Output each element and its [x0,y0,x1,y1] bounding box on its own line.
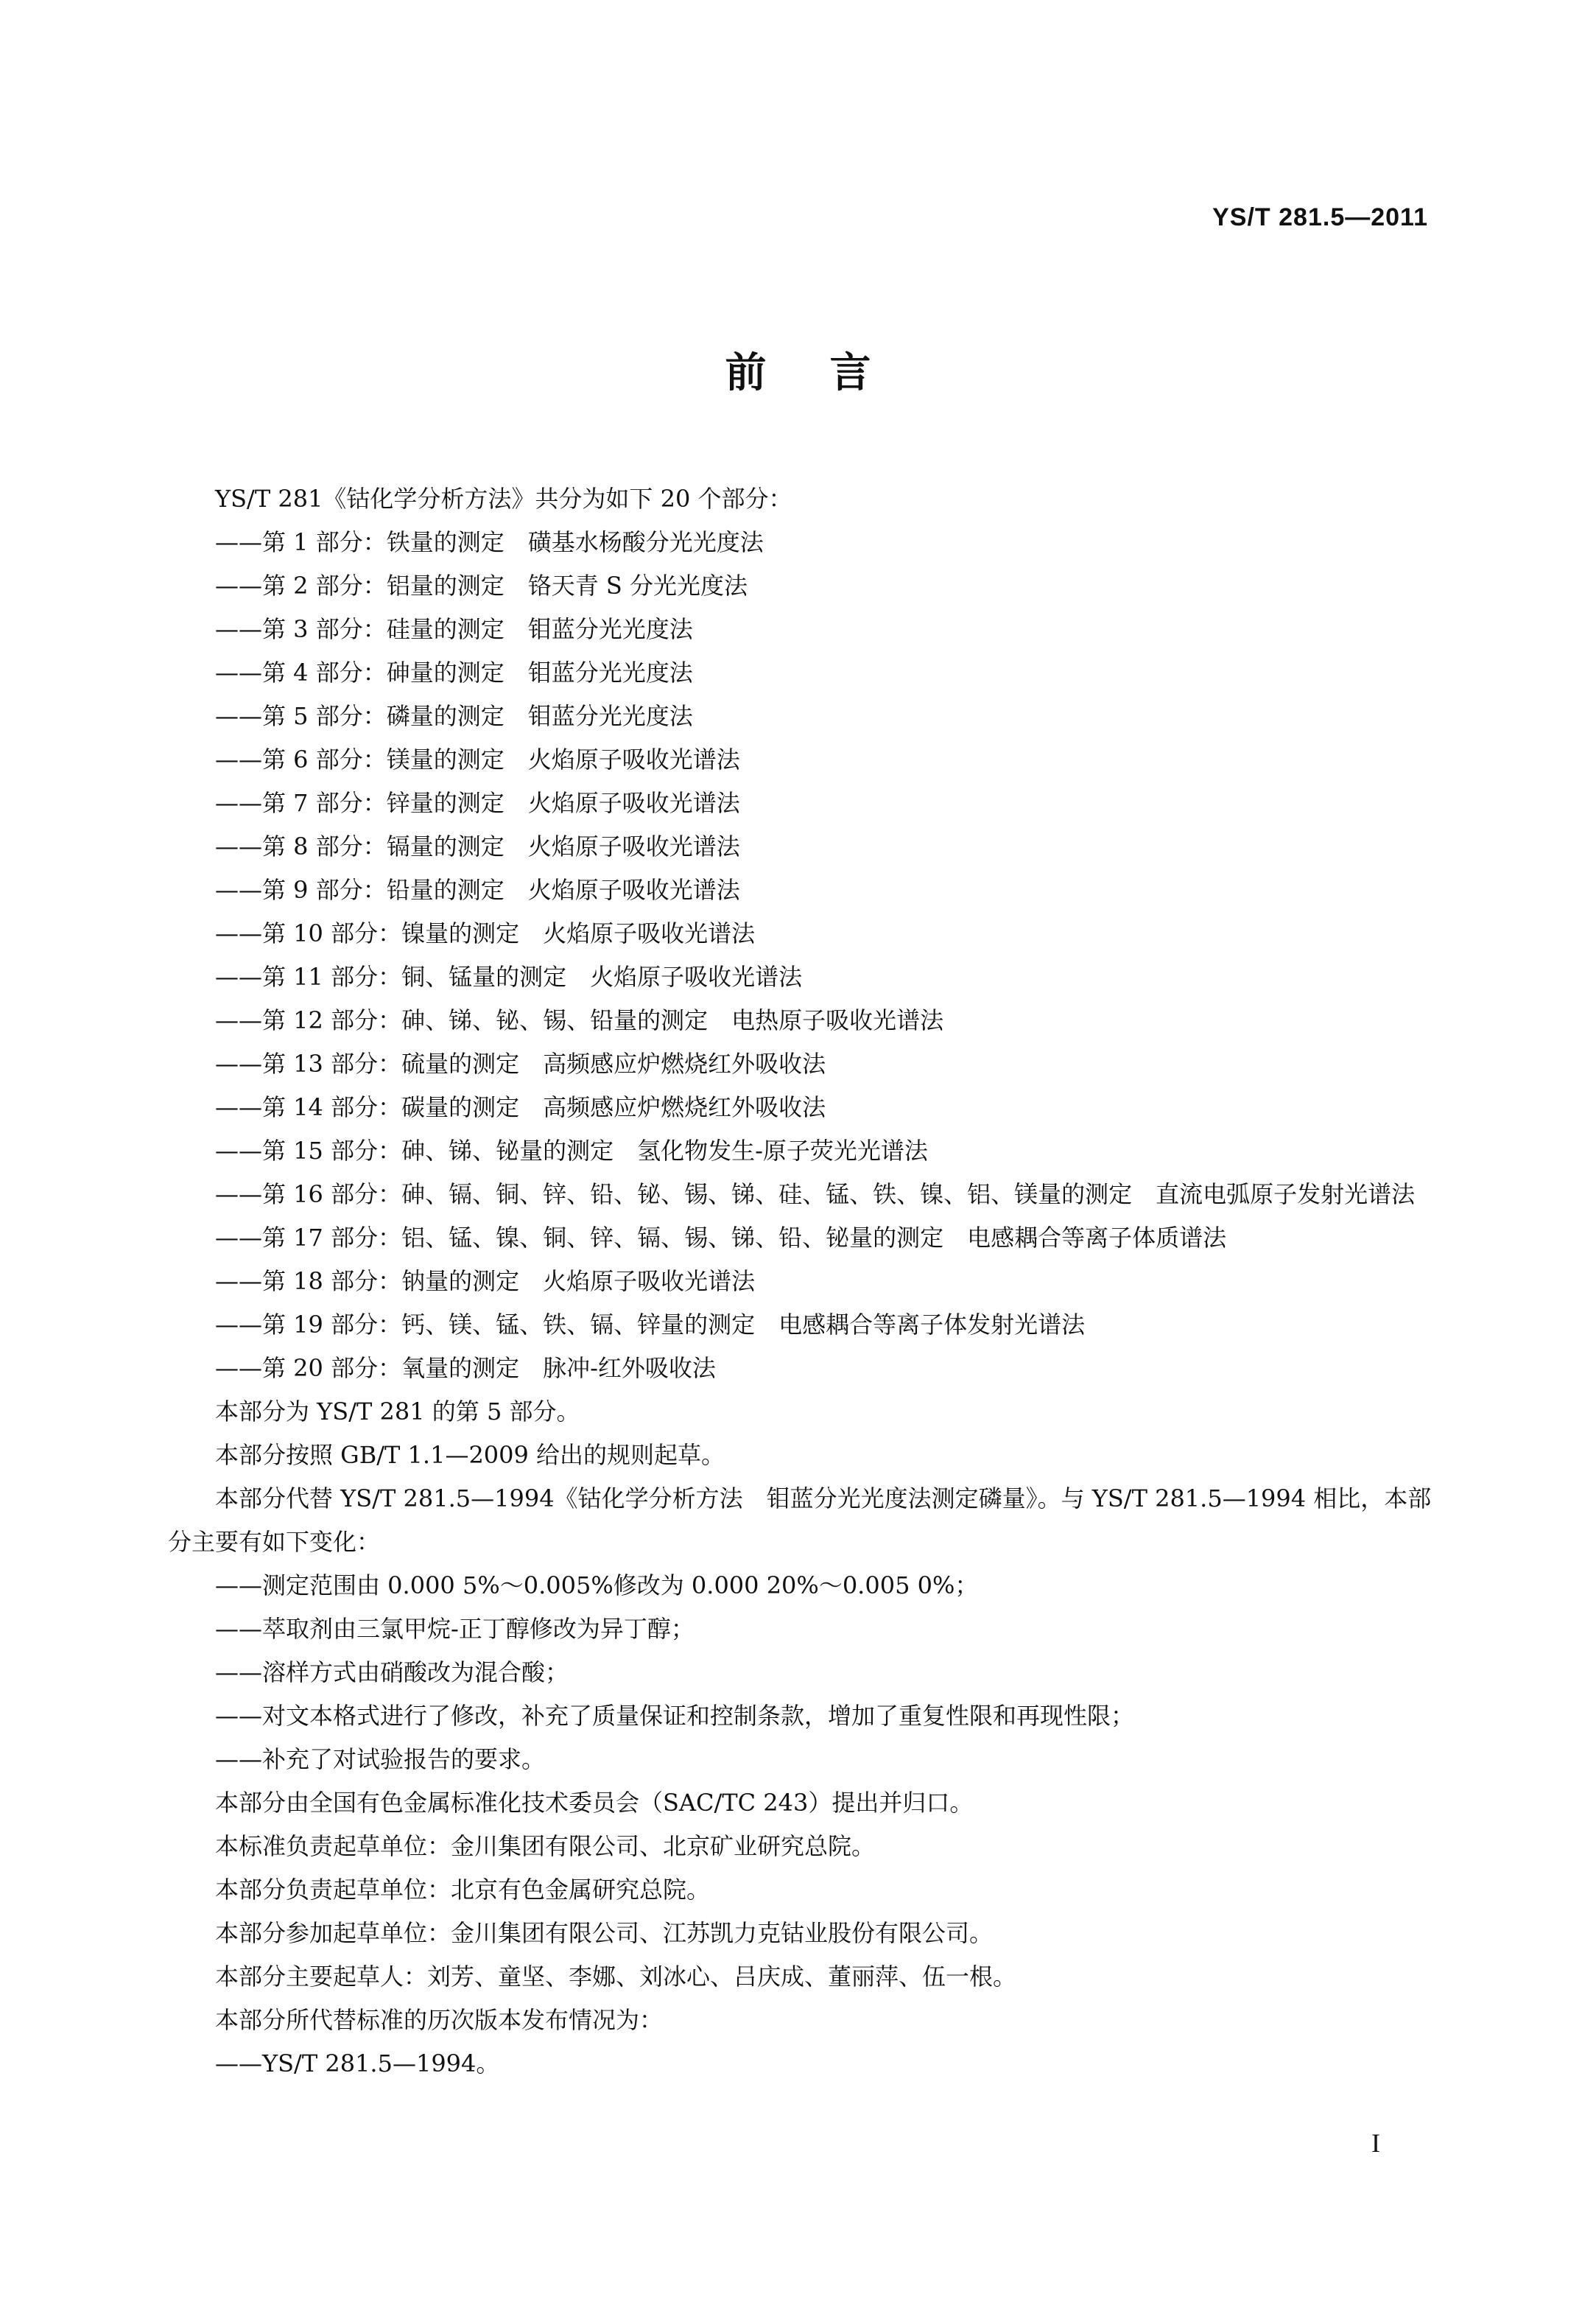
parts-list [168,521,1435,1390]
standard-number: YS/T 281.5—2011 [1212,203,1428,231]
part-item: ——第 2 部分：铝量的测定 铬天青 S 分光光度法 [215,572,748,600]
change-item: ——测定范围由 0.000 5%～0.005%修改为 0.000 20%～0.005 0%； [215,1571,979,1599]
drafters-paragraph: 本部分主要起草人：刘芳、童坚、李娜、刘冰心、吕庆成、董丽萍、伍一根。 [215,1963,1017,1991]
change-item: ——补充了对试验报告的要求。 [215,1745,546,1773]
part-item: ——第 8 部分：镉量的测定 火焰原子吸收光谱法 [215,832,740,860]
part-item: ——第 12 部分：砷、锑、铋、锡、铅量的测定 电热原子吸收光谱法 [215,1006,944,1034]
proposed-by-paragraph: 本部分由全国有色金属标准化技术委员会（SAC/TC 243）提出并归口。 [215,1789,974,1817]
part-item: ——第 17 部分：铝、锰、镍、铜、锌、镉、锡、锑、铅、铋量的测定 电感耦合等离子体质谱法 [215,1224,1227,1252]
part-item: ——第 1 部分：铁量的测定 磺基水杨酸分光光度法 [215,528,764,556]
this-part-paragraph: 本部分为 YS/T 281 的第 5 部分。 [215,1398,580,1425]
participating-units-paragraph: 本部分参加起草单位：金川集团有限公司、江苏凯力克钴业股份有限公司。 [215,1919,994,1947]
part-item: ——第 3 部分：硅量的测定 钼蓝分光光度法 [215,615,693,643]
change-item: ——溶样方式由硝酸改为混合酸； [215,1658,569,1686]
part-item: ——第 13 部分：硫量的测定 高频感应炉燃烧红外吸收法 [215,1050,826,1078]
part-item: ——第 5 部分：磷量的测定 钼蓝分光光度法 [215,702,693,730]
part-item: ——第 16 部分：砷、镉、铜、锌、铅、铋、锡、锑、硅、锰、铁、镍、铝、镁量的测定 直流电弧原子发射光谱法 [215,1180,1416,1208]
part-item: ——第 14 部分：碳量的测定 高频感应炉燃烧红外吸收法 [215,1093,826,1121]
replaces-paragraph: 本部分代替 YS/T 281.5—1994《钴化学分析方法 钼蓝分光光度法测定磷量》。与 YS/T 281.5—1994 相比，本部分主要有如下变化： [168,1484,1432,1556]
page-title: 前言 [725,349,935,397]
part-item: ——第 9 部分：铅量的测定 火焰原子吸收光谱法 [215,876,740,904]
change-item: ——对文本格式进行了修改，补充了质量保证和控制条款，增加了重复性限和再现性限； [215,1702,1135,1730]
history-intro-paragraph: 本部分所代替标准的历次版本发布情况为： [215,2006,664,2034]
history-item: ——YS/T 281.5—1994。 [215,2049,500,2077]
intro-paragraph: YS/T 281《钴化学分析方法》共分为如下 20 个部分： [215,485,792,513]
part-item: ——第 7 部分：锌量的测定 火焰原子吸收光谱法 [215,789,740,817]
drafting-rule-paragraph: 本部分按照 GB/T 1.1—2009 给出的规则起草。 [215,1441,725,1469]
foreword-body [168,477,1435,2086]
change-item: ——萃取剂由三氯甲烷-正丁醇修改为异丁醇； [215,1615,695,1643]
changes-list [168,1564,1435,1781]
page-number: I [1371,2128,1380,2158]
standard-drafting-units-paragraph: 本标准负责起草单位：金川集团有限公司、北京矿业研究总院。 [215,1832,876,1860]
part-drafting-unit-paragraph: 本部分负责起草单位：北京有色金属研究总院。 [215,1876,711,1904]
part-item: ——第 10 部分：镍量的测定 火焰原子吸收光谱法 [215,919,756,947]
part-item: ——第 6 部分：镁量的测定 火焰原子吸收光谱法 [215,746,740,774]
part-item: ——第 4 部分：砷量的测定 钼蓝分光光度法 [215,659,693,687]
part-item: ——第 15 部分：砷、锑、铋量的测定 氢化物发生-原子荧光光谱法 [215,1137,928,1165]
part-item: ——第 20 部分：氧量的测定 脉冲-红外吸收法 [215,1354,716,1382]
part-item: ——第 11 部分：铜、锰量的测定 火焰原子吸收光谱法 [215,963,803,991]
part-item: ——第 19 部分：钙、镁、锰、铁、镉、锌量的测定 电感耦合等离子体发射光谱法 [215,1311,1086,1339]
part-item: ——第 18 部分：钠量的测定 火焰原子吸收光谱法 [215,1267,756,1295]
